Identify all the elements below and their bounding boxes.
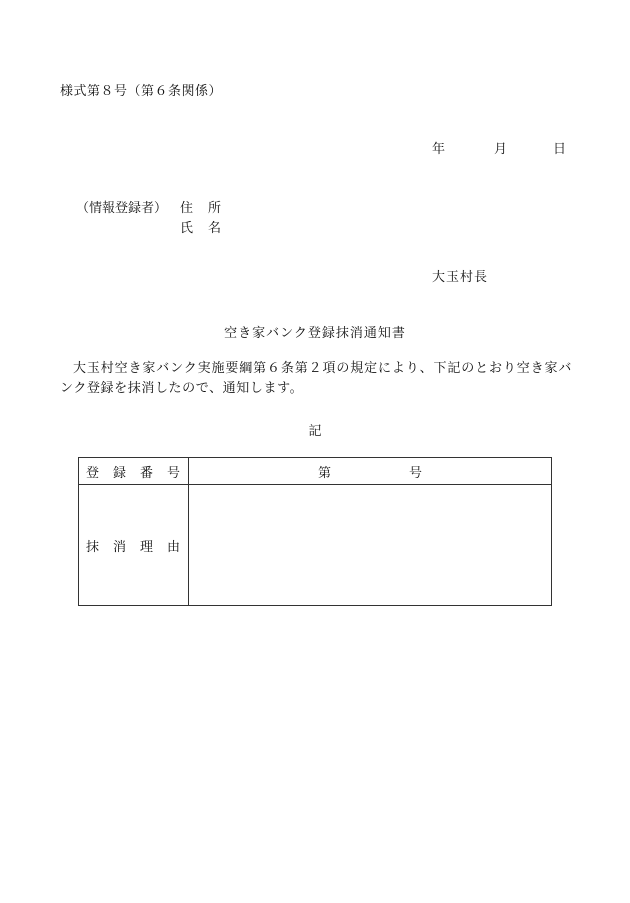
number-prefix: 第 [318, 465, 332, 481]
label-char: 消 [112, 539, 126, 555]
document-title: 空き家バンク登録抹消通知書 [224, 326, 406, 341]
registration-number-label-cell [79, 458, 189, 485]
label-char: 号 [166, 465, 180, 481]
label-char: 由 [166, 539, 180, 555]
label-char: 録 [112, 465, 126, 481]
date-month-label: 月 [494, 142, 508, 157]
notice-body: 大玉村空き家バンク実施要綱第６条第２項の規定により、下記のとおり空き家バンク登録を抹消したので、通知します。 [60, 361, 572, 396]
table-row-cancellation-reason [79, 485, 552, 606]
cancellation-reason-label-cell [79, 485, 189, 606]
registration-number-label [79, 462, 188, 481]
date-year-label: 年 [432, 142, 446, 157]
number-suffix: 号 [408, 465, 422, 481]
label-char: 番 [139, 465, 153, 481]
cancellation-reason-label [79, 536, 188, 555]
label-char: 理 [139, 539, 153, 555]
name-label: 氏名 [180, 221, 237, 236]
registrant-label: （情報登録者） [76, 201, 168, 216]
registration-number-value [189, 462, 551, 481]
form-number: 様式第８号（第６条関係） [60, 84, 223, 99]
ki-heading: 記 [308, 424, 322, 439]
record-table [78, 457, 552, 606]
cancellation-reason-value-cell[interactable] [189, 485, 552, 606]
label-char: 抹 [86, 539, 100, 555]
table-row-registration-number [79, 458, 552, 485]
issuer-title: 大玉村長 [432, 270, 489, 285]
address-label: 住所 [180, 201, 237, 216]
registration-number-value-cell[interactable] [189, 458, 552, 485]
date-day-label: 日 [553, 142, 567, 157]
label-char: 登 [86, 465, 100, 481]
